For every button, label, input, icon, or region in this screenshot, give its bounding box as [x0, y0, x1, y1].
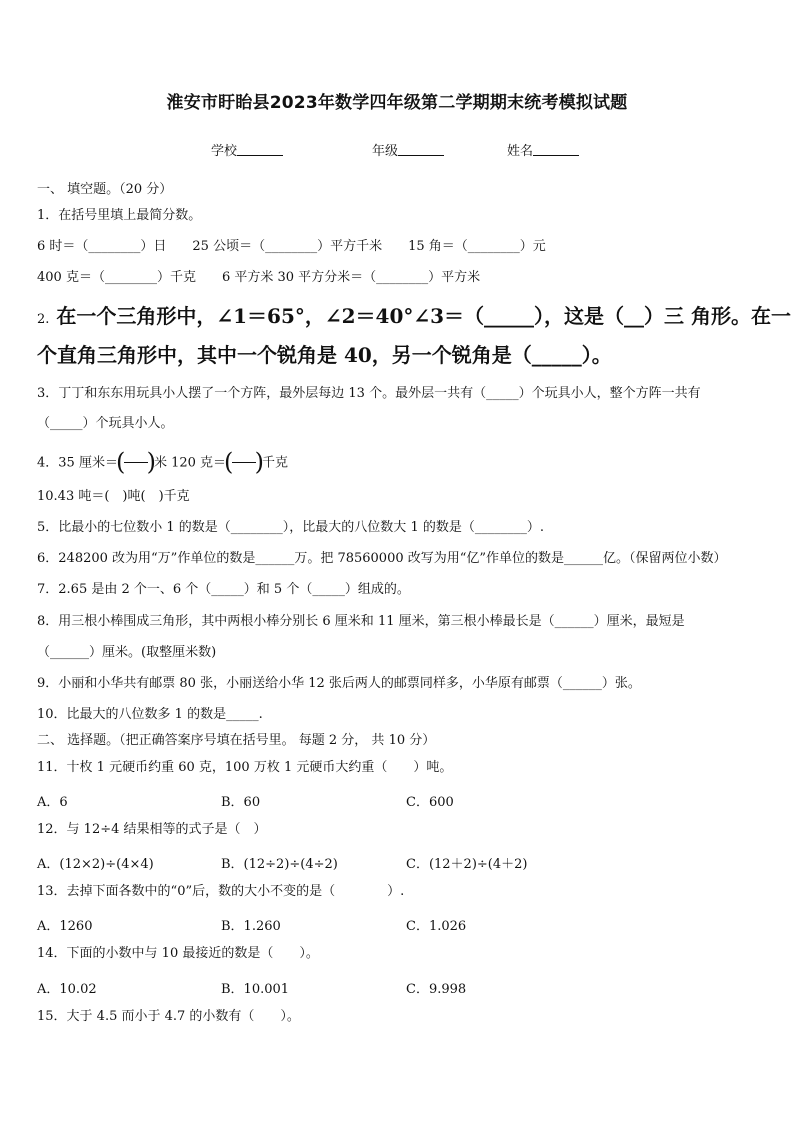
grade-label: 年级 [372, 144, 399, 159]
name-field [507, 140, 579, 159]
question-12-option-b[interactable]: B．(12÷2)÷(4÷2) [221, 857, 338, 872]
question-1-stem: 1．在括号里填上最简分数。 [37, 208, 202, 223]
question-14-option-c[interactable]: C．9.998 [406, 982, 467, 997]
question-4-part-c: 千克 [262, 455, 289, 471]
question-4-part-a: 4．35 厘米＝ [37, 455, 118, 471]
question-4-line-1 [37, 450, 288, 477]
name-label: 姓名 [507, 144, 534, 159]
question-12-option-c[interactable]: C．(12＋2)÷(4＋2) [406, 857, 528, 872]
question-8-line-2: （______）厘米。(取整厘米数) [37, 645, 217, 660]
school-field [211, 140, 283, 159]
school-blank[interactable] [237, 143, 283, 156]
question-12-stem: 12．与 12÷4 结果相等的式子是（ ） [37, 822, 267, 837]
question-13-stem: 13．去掉下面各数中的“0”后，数的大小不变的是（ ）. [37, 884, 405, 899]
fraction-blank-2[interactable]: ( ) [224, 448, 265, 476]
question-14-stem: 14．下面的小数中与 10 最接近的数是（ ）。 [37, 946, 319, 961]
question-15-stem: 15．大于 4.5 而小于 4.7 的小数有（ ）。 [37, 1009, 300, 1024]
question-2-line-2: 个直角三角形中，其中一个锐角是 40，另一个锐角是（_____）。 [37, 343, 612, 367]
school-label: 学校 [211, 144, 238, 159]
section-heading-fill-in: 一、 填空题。（20 分） [37, 182, 173, 197]
question-4-line-2: 10.43 吨＝( )吨( )千克 [37, 489, 190, 504]
question-2-line-1 [37, 304, 791, 328]
question-13-option-c[interactable]: C．1.026 [406, 919, 467, 934]
question-3-line-1: 3．丁丁和东东用玩具小人摆了一个方阵，最外层每边 13 个。最外层一共有（_____）个玩具小人，整个方阵一共有 [37, 386, 701, 401]
question-11-option-c[interactable]: C．600 [406, 795, 454, 810]
question-7: 7．2.65 是由 2 个一、6 个（_____）和 5 个（_____）组成的。 [37, 582, 410, 597]
question-12-option-a[interactable]: A．(12×2)÷(4×4) [37, 857, 154, 872]
section-heading-choice: 二、 选择题。（把正确答案序号填在括号里。 每题 2 分， 共 10 分） [37, 733, 436, 748]
fraction-blank-1[interactable]: ( ) [115, 448, 156, 476]
question-4-part-b: 米 120 克＝ [153, 455, 227, 471]
question-9: 9．小丽和小华共有邮票 80 张，小丽送给小华 12 张后两人的邮票同样多，小华原有邮票（______）张。 [37, 676, 641, 691]
grade-blank[interactable] [398, 143, 444, 156]
question-13-option-a[interactable]: A．1260 [37, 919, 93, 934]
page-title: 淮安市盱眙县2023年数学四年级第二学期期末统考模拟试题 [166, 93, 628, 113]
question-11-stem: 11．十枚 1 元硬币约重 60 克，100 万枚 1 元硬币大约重（ ）吨。 [37, 760, 453, 775]
question-11-option-a[interactable]: A．6 [37, 795, 68, 810]
name-blank[interactable] [533, 143, 579, 156]
question-2-text-1: 在一个三角形中，∠1＝65°，∠2＝40°∠3＝（_____），这是（__）三 角形。在一 [49, 304, 792, 328]
question-1-row-1: 6 时＝（________）日 25 公顷＝（________）平方千米 15 角＝（________）元 [37, 239, 546, 254]
question-11-option-b[interactable]: B．60 [221, 795, 261, 810]
question-6: 6．248200 改为用“万”作单位的数是______万。把 78560000 改写为用“亿”作单位的数是______亿。（保留两位小数） [37, 551, 727, 566]
question-14-option-b[interactable]: B．10.001 [221, 982, 290, 997]
question-1-row-2: 400 克＝（________）千克 6 平方米 30 平方分米＝（________）平方米 [37, 270, 481, 285]
question-13-option-b[interactable]: B．1.260 [221, 919, 281, 934]
question-3-line-2: （_____）个玩具小人。 [37, 416, 174, 431]
question-14-option-a[interactable]: A．10.02 [37, 982, 97, 997]
question-2-number: 2. [37, 312, 50, 327]
grade-field [372, 140, 444, 159]
question-5: 5．比最小的七位数小 1 的数是（________），比最大的八位数大 1 的数是（________）. [37, 520, 544, 535]
question-8-line-1: 8．用三根小棒围成三角形，其中两根小棒分别长 6 厘米和 11 厘米，第三根小棒最长是（______）厘米，最短是 [37, 614, 685, 629]
question-10: 10．比最大的八位数多 1 的数是_____. [37, 707, 263, 722]
